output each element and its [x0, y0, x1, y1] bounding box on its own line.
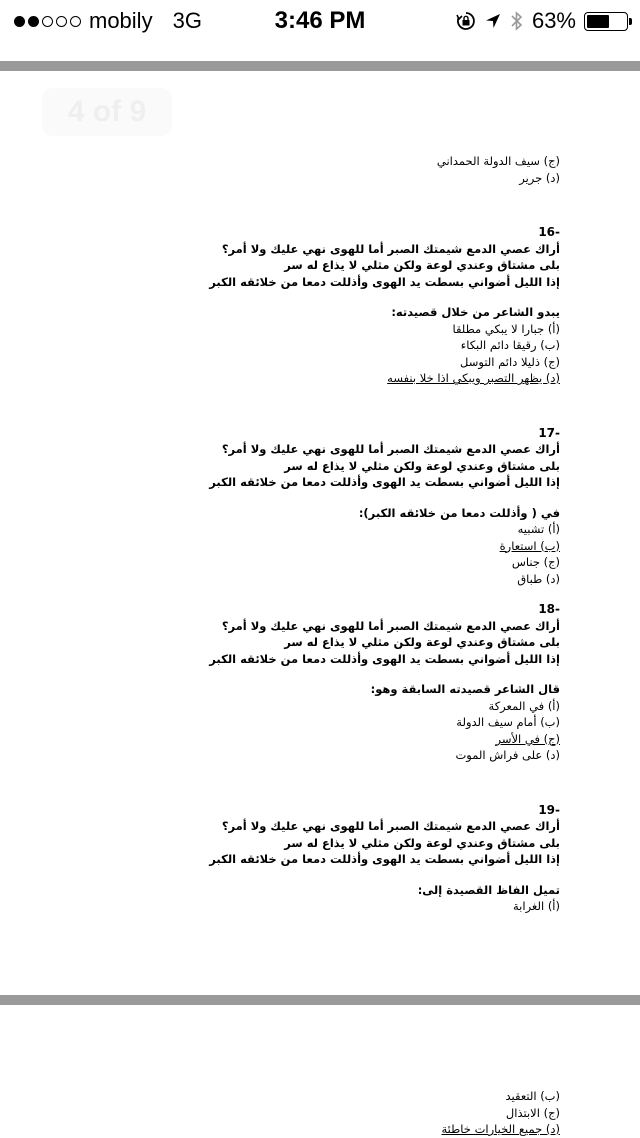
- question-16: [180, 224, 560, 387]
- network-type: 3G: [172, 8, 202, 33]
- answer-option: (ب) أمام سيف الدولة: [456, 715, 560, 729]
- answer-option: (أ) في المعركة: [488, 698, 560, 713]
- answer-option: (أ) الغرابة: [513, 899, 560, 913]
- verse-line: أراك عصي الدمع شيمتك الصبر أما للهوى نهي عليك ولا أمر؟: [221, 241, 560, 256]
- question-prompt: يبدو الشاعر من خلال قصيدته:: [391, 305, 560, 319]
- clock: 3:46 PM: [274, 7, 366, 34]
- status-bar: [0, 0, 640, 40]
- answer-option: (ج) ذليلا دائم التوسل: [460, 354, 560, 369]
- answer-option: (ب) رقيقا دائم البكاء: [460, 338, 560, 352]
- question-prompt: قال الشاعر قصيدته السابقة وهو:: [370, 682, 560, 696]
- verse-line: أراك عصي الدمع شيمتك الصبر أما للهوى نهي عليك ولا أمر؟: [221, 819, 560, 833]
- status-icons: [456, 8, 628, 34]
- question-number: 17-: [538, 425, 560, 440]
- page-indicator: 4 of 9: [67, 95, 147, 128]
- verse-line: إذا الليل أضواني بسطت يد الهوى وأذللت دمعا من خلائقه الكبر: [209, 274, 560, 289]
- location-icon: [484, 12, 502, 30]
- battery-percent: 63%: [531, 8, 576, 33]
- question-number: 16-: [538, 225, 560, 239]
- battery-level: [587, 15, 609, 28]
- page-divider: [0, 61, 640, 71]
- battery-icon: [584, 12, 628, 31]
- question-17: [180, 425, 560, 588]
- verse-line: إذا الليل أضواني بسطت يد الهوى وأذللت دمعا من خلائقه الكبر: [209, 651, 560, 666]
- answer-option: (ج) الابتذال: [505, 1105, 560, 1120]
- question-prompt: تميل الفاظ القصيدة إلى:: [417, 882, 560, 897]
- question-number: 19-: [538, 802, 560, 817]
- question-number: 18-: [538, 602, 560, 616]
- carry-option-d: (د) جرير: [519, 170, 560, 185]
- answer-option-correct: (د) يظهر التصبر ويبكي اذا خلا بنفسه: [387, 371, 560, 385]
- bluetooth-icon: [510, 10, 524, 32]
- answer-option: (أ) تشبيه: [517, 522, 560, 536]
- document-page-5: [180, 1088, 560, 1138]
- answer-option-correct: (د) جميع الخيارات خاطئة: [441, 1122, 560, 1136]
- carry-option-c: (ج) سيف الدولة الحمداني: [436, 154, 560, 168]
- answer-option: (ج) جناس: [511, 555, 560, 569]
- verse-line: أراك عصي الدمع شيمتك الصبر أما للهوى نهي عليك ولا أمر؟: [221, 618, 560, 633]
- carrier-name: mobily: [89, 8, 153, 33]
- verse-line: بلى مشتاق وعندي لوعة ولكن مثلي لا يذاع له سر: [284, 635, 560, 649]
- question-18: [180, 601, 560, 764]
- verse-line: أراك عصي الدمع شيمتك الصبر أما للهوى نهي عليك ولا أمر؟: [221, 442, 560, 456]
- answer-option-correct: (ج) في الأسر: [495, 731, 560, 746]
- answer-option: (د) طباق: [517, 571, 560, 586]
- page-divider: [0, 995, 640, 1005]
- verse-line: بلى مشتاق وعندي لوعة ولكن مثلي لا يذاع له سر: [284, 835, 560, 850]
- answer-option: (د) على فراش الموت: [455, 748, 560, 762]
- answer-option: (أ) جبارا لا يبكي مطلقا: [452, 321, 560, 336]
- rotation-lock-icon: [456, 11, 476, 31]
- answer-option-correct: (ب) استعارة: [499, 538, 560, 553]
- verse-line: بلى مشتاق وعندي لوعة ولكن مثلي لا يذاع له سر: [284, 258, 560, 272]
- verse-line: إذا الليل أضواني بسطت يد الهوى وأذللت دمعا من خلائقه الكبر: [209, 852, 560, 866]
- question-prompt: في ( وأذللت دمعا من خلائقه الكبر):: [358, 505, 560, 520]
- question-19: [180, 802, 560, 915]
- verse-line: بلى مشتاق وعندي لوعة ولكن مثلي لا يذاع له سر: [284, 458, 560, 473]
- document-page-4: [180, 153, 560, 915]
- verse-line: إذا الليل أضواني بسطت يد الهوى وأذللت دمعا من خلائقه الكبر: [209, 475, 560, 489]
- answer-option: (ب) التعقيد: [505, 1089, 560, 1103]
